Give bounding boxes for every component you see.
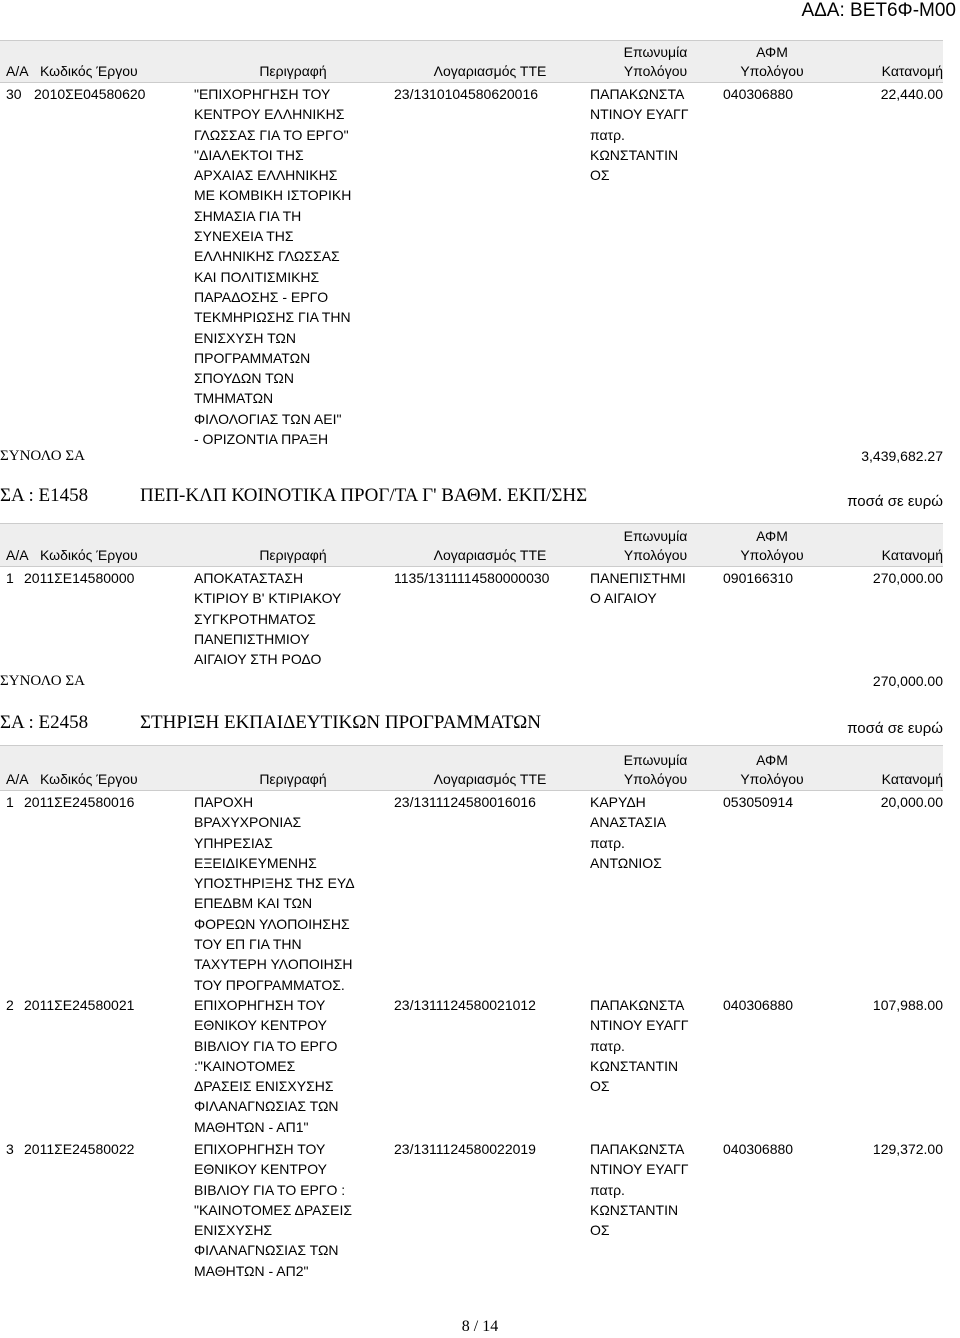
col-code: Κωδικός Έργου bbox=[40, 771, 138, 787]
col-name: Επωνυμία Υπολόγου bbox=[623, 752, 688, 787]
row-aa: 1 bbox=[6, 570, 14, 586]
total-value: 270,000.00 bbox=[872, 673, 943, 689]
col-code: Κωδικός Έργου bbox=[40, 63, 138, 79]
row-code: 2011ΣΕ14580000 bbox=[24, 570, 135, 586]
col-name: Επωνυμία Υπολόγου bbox=[623, 528, 688, 563]
row-account: 23/1310104580620016 bbox=[394, 86, 539, 102]
table-row bbox=[0, 568, 943, 669]
col-aa: Α/Α bbox=[6, 63, 29, 79]
row-aa: 2 bbox=[6, 997, 14, 1013]
col-aa: Α/Α bbox=[6, 771, 29, 787]
col-desc: Περιγραφή bbox=[259, 63, 327, 79]
col-code: Κωδικός Έργου bbox=[40, 547, 138, 563]
row-amount: 270,000.00 bbox=[872, 570, 943, 586]
row-afm: 090166310 bbox=[723, 570, 794, 586]
table-row bbox=[0, 84, 943, 449]
unit-label: ποσά σε ευρώ bbox=[847, 493, 943, 510]
row-code: 2010ΣΕ04580620 bbox=[34, 86, 146, 102]
section-title: ΣΤΗΡΙΞΗ ΕΚΠΑΙΔΕΥΤΙΚΩΝ ΠΡΟΓΡΑΜΜΑΤΩΝ bbox=[140, 712, 541, 733]
table-row bbox=[0, 1139, 943, 1281]
col-account: Λογαριασμός ΤΤΕ bbox=[433, 771, 547, 787]
row-afm: 040306880 bbox=[723, 997, 794, 1013]
col-afm: ΑΦΜ Υπολόγου bbox=[740, 528, 804, 563]
row-name: ΚΑΡΥΔΗ ΑΝΑΣΤΑΣΙΑ πατρ. ΑΝΤΩΝΙΟΣ bbox=[590, 794, 667, 871]
row-desc: ΕΠΙΧΟΡΗΓΗΣΗ ΤΟΥ ΕΘΝΙΚΟΥ ΚΕΝΤΡΟΥ ΒΙΒΛΙΟΥ ΓΙΑ ΤΟ ΕΡΓΟ : "ΚΑΙΝΟΤΟΜΕΣ ΔΡΑΣΕΙΣ ΕΝΙΣΧΥΣΗΣ ΦΙΛΑΝΑΓΝΩΣΙΑΣ ΤΩΝ ΜΑΘΗΤΩΝ - ΑΠ2" bbox=[194, 1141, 353, 1279]
col-desc: Περιγραφή bbox=[259, 771, 327, 787]
page-total: 14 bbox=[482, 1318, 499, 1335]
total-label: ΣΥΝΟΛΟ ΣΑ bbox=[0, 448, 85, 464]
row-amount: 107,988.00 bbox=[872, 997, 943, 1013]
row-desc: ΑΠΟΚΑΤΑΣΤΑΣΗ ΚΤΙΡΙΟΥ Β' ΚΤΙΡΙΑΚΟΥ ΣΥΓΚΡΟΤΗΜΑΤΟΣ ΠΑΝΕΠΙΣΤΗΜΙΟΥ ΑΙΓΑΙΟΥ ΣΤΗ ΡΟΔΟ bbox=[194, 570, 342, 668]
col-afm: ΑΦΜ Υπολόγου bbox=[740, 752, 804, 787]
row-afm: 040306880 bbox=[723, 86, 794, 102]
row-code: 2011ΣΕ24580016 bbox=[24, 794, 135, 810]
col-name: Επωνυμία Υπολόγου bbox=[623, 44, 688, 79]
page-number bbox=[0, 1318, 960, 1336]
section-code: ΣΑ : Ε1458 bbox=[0, 485, 89, 506]
section-code: ΣΑ : Ε2458 bbox=[0, 712, 89, 733]
row-desc: ΕΠΙΧΟΡΗΓΗΣΗ ΤΟΥ ΕΘΝΙΚΟΥ ΚΕΝΤΡΟΥ ΒΙΒΛΙΟΥ ΓΙΑ ΤΟ ΕΡΓΟ :"ΚΑΙΝΟΤΟΜΕΣ ΔΡΑΣΕΙΣ ΕΝΙΣΧΥΣΗΣ ΦΙΛΑΝΑΓΝΩΣΙΑΣ ΤΩΝ ΜΑΘΗΤΩΝ - ΑΠ1" bbox=[194, 997, 339, 1135]
row-account: 1135/1311114580000030 bbox=[394, 570, 550, 586]
col-amount: Κατανομή bbox=[881, 63, 943, 79]
col-amount: Κατανομή bbox=[881, 547, 943, 563]
table-header bbox=[0, 523, 943, 565]
col-aa: Α/Α bbox=[6, 547, 29, 563]
section-title: ΠΕΠ-ΚΛΠ ΚΟΙΝΟΤΙΚΑ ΠΡΟΓ/ΤΑ Γ' ΒΑΘΜ. ΕΚΠ/ΣΗΣ bbox=[140, 485, 588, 506]
row-aa: 30 bbox=[6, 86, 22, 102]
row-aa: 1 bbox=[6, 794, 14, 810]
row-afm: 040306880 bbox=[723, 1141, 794, 1157]
row-afm: 053050914 bbox=[723, 794, 794, 810]
row-name: ΠΑΠΑΚΩΝΣΤΑ ΝΤΙΝΟΥ ΕΥΑΓΓ πατρ. ΚΩΝΣΤΑΝΤΙΝ ΟΣ bbox=[590, 997, 689, 1095]
row-name: ΠΑΠΑΚΩΝΣΤΑ ΝΤΙΝΟΥ ΕΥΑΓΓ πατρ. ΚΩΝΣΤΑΝΤΙΝ ΟΣ bbox=[590, 86, 689, 184]
row-desc: "ΕΠΙΧΟΡΗΓΗΣΗ ΤΟΥ ΚΕΝΤΡΟΥ ΕΛΛΗΝΙΚΗΣ ΓΛΩΣΣΑΣ ΓΙΑ ΤΟ ΕΡΓΟ" "ΔΙΑΛΕΚΤΟΙ ΤΗΣ ΑΡΧΑΙΑΣ ΕΛΛΗΝΙΚΗΣ ΜΕ ΚΟΜΒΙΚΗ ΙΣΤΟΡΙΚΗ ΣΗΜΑΣΙΑ ΓΙΑ ΤΗ ΣΥΝΕΧΕΙΑ ΤΗΣ ΕΛΛΗΝΙΚΗΣ ΓΛΩΣΣΑΣ ΚΑΙ ΠΟΛΙΤΙΣΜΙΚΗΣ ΠΑΡΑΔΟΣΗΣ - ΕΡΓΟ ΤΕΚΜΗΡΙΩΣΗΣ ΓΙΑ ΤΗΝ ΕΝΙΣΧΥΣΗ ΤΩΝ ΠΡΟΓΡΑΜΜΑΤΩΝ ΣΠΟΥΔΩΝ ΤΩΝ ΤΜΗΜΑΤΩΝ ΦΙΛΟΛΟΓΙΑΣ ΤΩΝ ΑΕΙ" - ΟΡΙΖΟΝΤΙΑ ΠΡΑΞΗ bbox=[194, 86, 352, 448]
col-account: Λογαριασμός ΤΤΕ bbox=[433, 63, 547, 79]
row-code: 2011ΣΕ24580021 bbox=[24, 997, 135, 1013]
col-account: Λογαριασμός ΤΤΕ bbox=[433, 547, 547, 563]
row-account: 23/1311124580021012 bbox=[394, 997, 536, 1013]
table-header bbox=[0, 745, 943, 789]
table-header bbox=[0, 40, 943, 81]
row-desc: ΠΑΡΟΧΗ ΒΡΑΧΥΧΡΟΝΙΑΣ ΥΠΗΡΕΣΙΑΣ ΕΞΕΙΔΙΚΕΥΜΕΝΗΣ ΥΠΟΣΤΗΡΙΞΗΣ ΤΗΣ ΕΥΔ ΕΠΕΔΒΜ ΚΑΙ ΤΩΝ ΦΟΡΕΩΝ ΥΛΟΠΟΙΗΣΗΣ ΤΟΥ ΕΠ ΓΙΑ ΤΗΝ ΤΑΧΥΤΕΡΗ ΥΛΟΠΟΙΗΣΗ ΤΟΥ ΠΡΟΓΡΑΜΜΑΤΟΣ. bbox=[194, 794, 355, 993]
row-code: 2011ΣΕ24580022 bbox=[24, 1141, 135, 1157]
row-name: ΠΑΠΑΚΩΝΣΤΑ ΝΤΙΝΟΥ ΕΥΑΓΓ πατρ. ΚΩΝΣΤΑΝΤΙΝ ΟΣ bbox=[590, 1141, 689, 1239]
row-account: 23/1311124580022019 bbox=[394, 1141, 536, 1157]
row-account: 23/1311124580016016 bbox=[394, 794, 536, 810]
page-separator: / bbox=[473, 1318, 479, 1335]
total-label: ΣΥΝΟΛΟ ΣΑ bbox=[0, 673, 85, 689]
row-aa: 3 bbox=[6, 1141, 14, 1157]
table-row bbox=[0, 792, 943, 995]
ada-label: ΑΔΑ: ΒΕΤ6Φ-Μ00 bbox=[801, 0, 956, 21]
table-row bbox=[0, 995, 943, 1137]
total-value: 3,439,682.27 bbox=[861, 448, 943, 464]
col-afm: ΑΦΜ Υπολόγου bbox=[740, 44, 804, 79]
row-amount: 20,000.00 bbox=[880, 794, 943, 810]
row-amount: 129,372.00 bbox=[872, 1141, 943, 1157]
unit-label: ποσά σε ευρώ bbox=[847, 720, 943, 737]
page-current: 8 bbox=[461, 1318, 470, 1335]
row-name: ΠΑΝΕΠΙΣΤΗΜΙ Ο ΑΙΓΑΙΟΥ bbox=[590, 570, 686, 607]
row-amount: 22,440.00 bbox=[880, 86, 943, 102]
col-desc: Περιγραφή bbox=[259, 547, 327, 563]
col-amount: Κατανομή bbox=[881, 771, 943, 787]
